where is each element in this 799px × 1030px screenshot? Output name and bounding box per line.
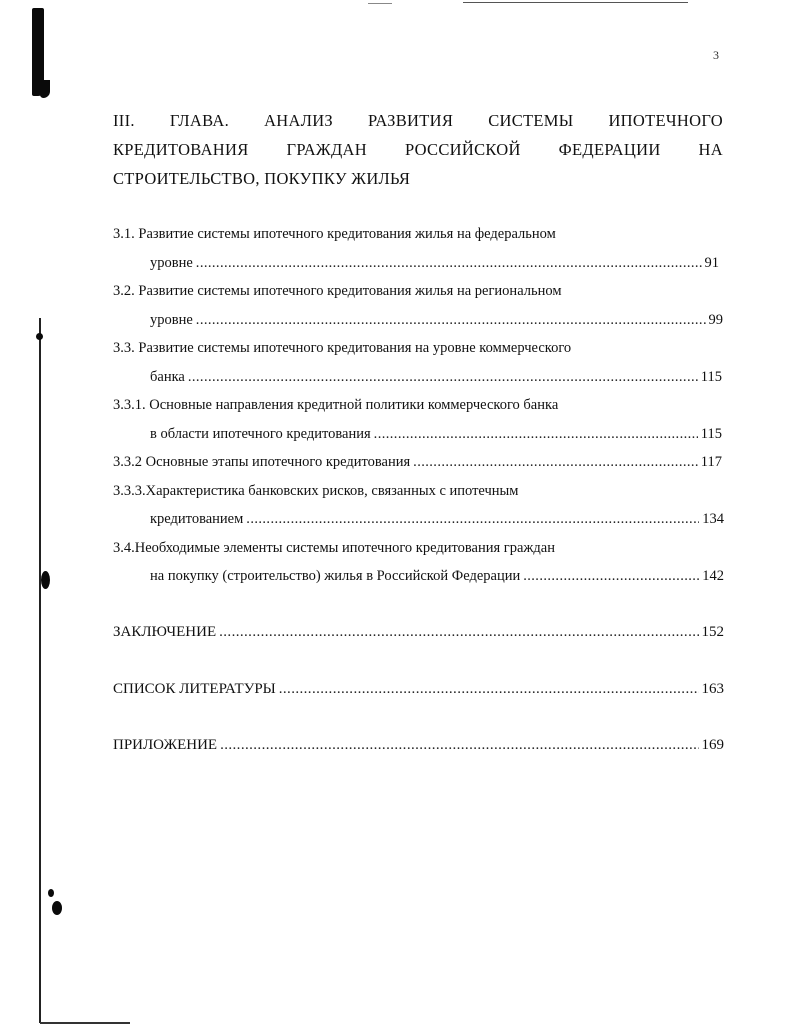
- toc-entry-3-4: [150, 568, 724, 585]
- toc-entry-label: уровне: [150, 255, 193, 271]
- toc-entry-label: в области ипотечного кредитования: [150, 426, 371, 442]
- toc-entry-label: СПИСОК ЛИТЕРАТУРЫ: [113, 681, 276, 697]
- dot-leader: [374, 426, 698, 443]
- toc-entry-conclusion: [113, 624, 724, 641]
- toc-entry-label: ПРИЛОЖЕНИЕ: [113, 737, 218, 753]
- dot-leader: [413, 454, 698, 471]
- heading-word: КРЕДИТОВАНИЯ: [113, 140, 249, 159]
- heading-word: III.: [113, 111, 135, 130]
- toc-entry-page: 169: [701, 737, 724, 753]
- heading-word: ФЕДЕРАЦИИ: [558, 140, 661, 159]
- toc-entry-page: 152: [701, 624, 724, 640]
- page-number: 3: [713, 48, 719, 62]
- toc-entry-3-1: [150, 255, 719, 272]
- heading-word: СИСТЕМЫ: [488, 111, 574, 130]
- toc-entry-label: 3.3.2 Основные этапы ипотечного кредитования: [113, 454, 411, 470]
- toc-entry-3-2-title: 3.2. Развитие системы ипотечного кредитования жилья на региональном: [113, 283, 562, 299]
- toc-entry-page: 117: [700, 454, 722, 470]
- chapter-heading-line-3: СТРОИТЕЛЬСТВО, ПОКУПКУ ЖИЛЬЯ: [113, 169, 411, 188]
- heading-word: ИПОТЕЧНОГО: [608, 111, 723, 130]
- toc-entry-3-3-1-title: 3.3.1. Основные направления кредитной политики коммерческого банка: [113, 397, 559, 413]
- dot-leader: [219, 624, 698, 641]
- toc-entry-label: на покупку (строительство) жилья в Российской Федерации: [150, 568, 521, 584]
- toc-entry-page: 99: [708, 312, 723, 328]
- toc-entry-3-3-2: [113, 454, 722, 471]
- toc-entry-page: 134: [702, 511, 724, 527]
- heading-word: АНАЛИЗ: [264, 111, 333, 130]
- heading-word: РОССИЙСКОЙ: [404, 140, 521, 159]
- toc-entry-page: 91: [704, 255, 719, 271]
- toc-entry-appendix: [113, 737, 724, 754]
- toc-entry-3-4-title: 3.4.Необходимые элементы системы ипотечного кредитования граждан: [113, 540, 555, 556]
- toc-entry-3-3-3: [150, 511, 724, 528]
- dot-leader: [523, 568, 699, 585]
- toc-entry-3-3: [150, 369, 722, 386]
- toc-entry-3-2: [150, 312, 723, 329]
- toc-entry-3-1-title: 3.1. Развитие системы ипотечного кредитования жилья на федеральном: [113, 226, 556, 242]
- toc-entry-page: 163: [701, 681, 724, 697]
- dot-leader: [196, 312, 706, 329]
- toc-entry-label: банка: [150, 369, 185, 385]
- dot-leader: [220, 737, 698, 754]
- heading-word: НА: [698, 140, 723, 159]
- toc-entry-page: 115: [700, 369, 722, 385]
- toc-entry-page: 115: [700, 426, 722, 442]
- toc-entry-3-3-3-title: 3.3.3.Характеристика банковских рисков, связанных с ипотечным: [113, 483, 519, 499]
- heading-word: ГЛАВА.: [169, 111, 230, 130]
- dot-leader: [196, 255, 702, 272]
- toc-entry-label: уровне: [150, 312, 193, 328]
- toc-entry-label: ЗАКЛЮЧЕНИЕ: [113, 624, 217, 640]
- dot-leader: [246, 511, 699, 528]
- dot-leader: [188, 369, 698, 386]
- toc-entry-page: 142: [702, 568, 724, 584]
- heading-word: ГРАЖДАН: [286, 140, 367, 159]
- toc-entry-label: кредитованием: [150, 511, 244, 527]
- toc-entry-3-3-1: [150, 426, 722, 443]
- dot-leader: [279, 681, 699, 698]
- toc-entry-3-3-title: 3.3. Развитие системы ипотечного кредитования на уровне коммерческого: [113, 340, 572, 356]
- heading-word: РАЗВИТИЯ: [368, 111, 454, 130]
- toc-entry-literature: [113, 681, 724, 698]
